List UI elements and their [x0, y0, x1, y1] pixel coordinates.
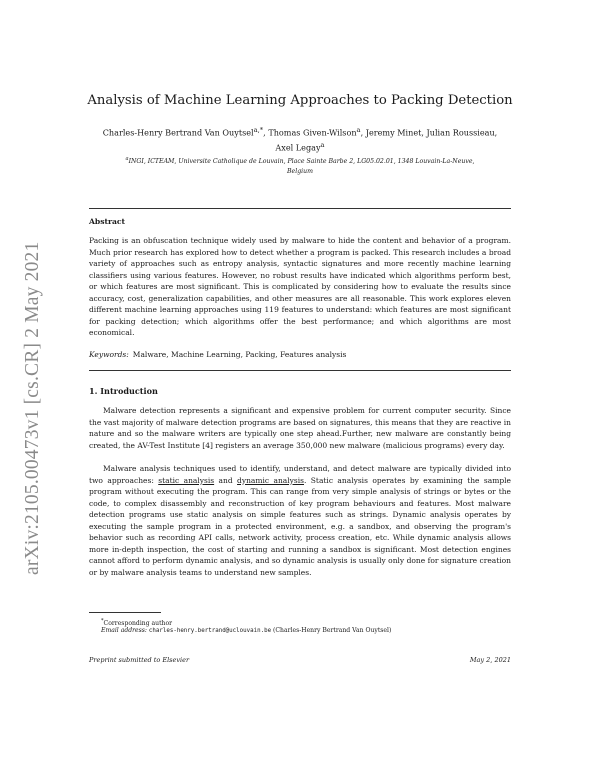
author-name: , Thomas Given-Wilson	[263, 127, 357, 138]
affiliation-line: Belgium	[287, 167, 313, 175]
author-name: , Jeremy Minet, Julian Roussieau,	[360, 127, 498, 138]
paragraph-text: Malware analysis techniques used to identify, understand, and detect malware are typically divided into two approaches:	[89, 464, 511, 485]
email-address[interactable]: charles-henry.bertrand@uclouvain.be	[148, 628, 272, 634]
paragraph-text: and	[214, 475, 238, 485]
footnote-email	[89, 626, 523, 636]
divider	[89, 208, 511, 209]
divider	[89, 370, 511, 371]
keywords-list: Malware, Machine Learning, Packing, Features analysis	[132, 350, 347, 359]
author-list	[85, 124, 515, 153]
paragraph-text: . Static analysis operates by examining the sample program without executing the program. This can range from very simple analysis of strings or bytes or the code, to complex disassembly and reconstruction of key program behaviours and features. Most malware detection programs use static analysis on simple features such as strings. Dynamic analysis operates by executing the sample program in a protected environment, e.g. a sandbox, and observing the program's behavior such as recording API calls, network activity, process creation, etc. While dynamic analysis allows more in-depth inspection, the cost of starting and running a sandbox is significant. Most detection engines cannot afford to perform dynamic analysis, and so dynamic analysis is usually only done for signature creation or by malware analysis teams to understand new samples.	[89, 475, 511, 577]
footnote-text: Corresponding author	[103, 620, 173, 628]
footer-preprint: Preprint submitted to Elsevier	[89, 656, 190, 664]
term-static-analysis: static analysis	[158, 475, 215, 485]
footer-date: May 2, 2021	[469, 656, 511, 664]
paragraph: Malware detection represents a significant and expensive problem for current computer security. Since the vast majority of malware detection programs are based on signatures, this means that they are reactive in nature and so the malware writers are typically one step ahead.Further, new malware are constantly being created, the AV-Test Institute [4] registers an average 350,000 new malware (malicious programs) every day.	[89, 406, 511, 450]
author-name: Charles-Henry Bertrand Van Ouytsel	[102, 127, 254, 138]
keywords	[89, 349, 511, 361]
email-label: Email address:	[101, 627, 147, 634]
affiliation-mark: a	[356, 126, 361, 134]
affiliation-line: INGI, ICTEAM, Universite Catholique de Louvain, Place Sainte Barbe 2, LG05.02.01, 1348 Louvain-La-Neuve,	[128, 158, 475, 166]
keywords-label: Keywords:	[89, 350, 129, 359]
abstract-heading: Abstract	[89, 217, 126, 226]
affiliation	[85, 155, 515, 176]
section-heading: 1. Introduction	[89, 386, 158, 396]
paper-title: Analysis of Machine Learning Approaches to Packing Detection	[87, 93, 513, 108]
affiliation-mark: a	[320, 140, 325, 149]
footnote-mark: *	[101, 618, 104, 624]
author-name: Axel Legay	[275, 142, 321, 153]
email-owner: (Charles-Henry Bertrand Van Ouytsel)	[273, 627, 392, 634]
affiliation-mark: a	[125, 156, 129, 162]
abstract-body: Packing is an obfuscation technique widely used by malware to hide the content and behavior of a program. Much prior research has explored how to detect whether a program is packed. This research includes a broad variety of approaches such as entropy analysis, syntactic signatures and more recently machine learning classifiers using various features. However, no robust results have indicated which algorithms perform best, or which features are most significant. This is complicated by considering how to evaluate the results since accuracy, cost, generalization capabilities, and other measures are all reasonable. This work explores eleven different machine learning approaches using 119 features to understand: which features are most significant for packing detection; which algorithms offer the best performance; and which algorithms are most economical.	[89, 236, 511, 337]
footnote-divider	[89, 612, 161, 613]
term-dynamic-analysis: dynamic analysis	[237, 475, 304, 485]
arxiv-identifier: arXiv:2105.00473v1 [cs.CR] 2 May 2021	[22, 241, 43, 575]
affiliation-mark: a,*	[253, 126, 264, 134]
paragraph	[89, 463, 511, 578]
